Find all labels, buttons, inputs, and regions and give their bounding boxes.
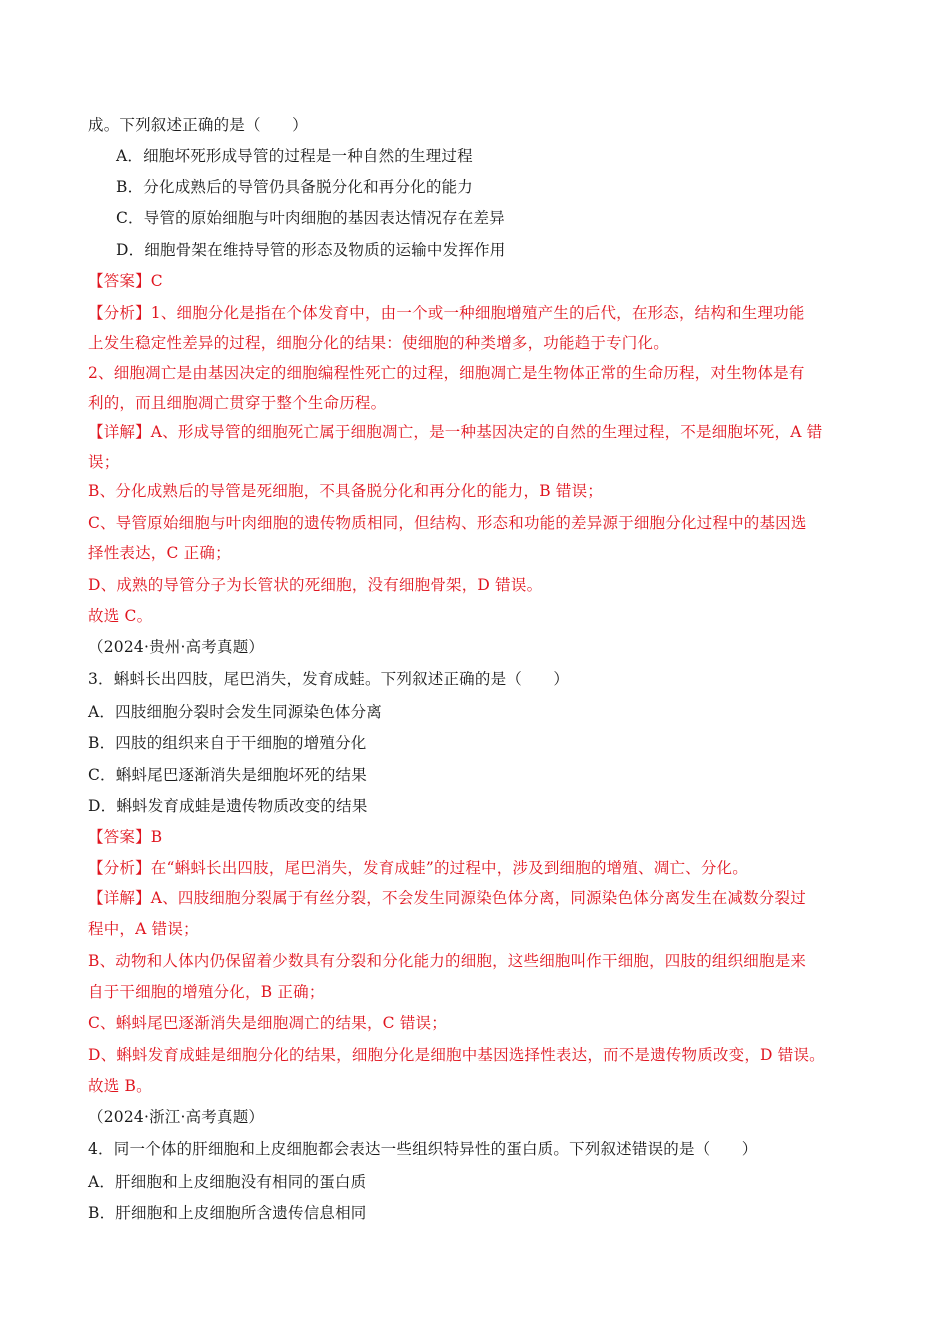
q3-option-a: A．四肢细胞分裂时会发生同源染色体分离 <box>88 703 382 721</box>
q2-conclusion: 故选 C。 <box>88 607 153 625</box>
q2-analysis-line: 【分析】1、细胞分化是指在个体发育中，由一个或一种细胞增殖产生的后代，在形态，结构和生理功能 <box>88 304 805 322</box>
q2-option-c: C．导管的原始细胞与叶肉细胞的基因表达情况存在差异 <box>116 209 505 227</box>
q4-stem: 4．同一个体的肝细胞和上皮细胞都会表达一些组织特异性的蛋白质。下列叙述错误的是（ ） <box>88 1140 758 1158</box>
q2-stem-tail: 成。下列叙述正确的是（ ） <box>88 116 308 134</box>
q2-detail-line: 误； <box>88 453 120 471</box>
q3-detail-line: 自于干细胞的增殖分化，B 正确； <box>88 983 325 1001</box>
q2-option-a: A．细胞坏死形成导管的过程是一种自然的生理过程 <box>116 147 473 165</box>
q2-detail-line: 择性表达，C 正确； <box>88 544 231 562</box>
q2-analysis-line: 2、细胞凋亡是由基因决定的细胞编程性死亡的过程，细胞凋亡是生物体正常的生命历程，对生物体是有 <box>88 364 805 382</box>
q3-conclusion: 故选 B。 <box>88 1077 152 1095</box>
q2-detail-line: B、分化成熟后的导管是死细胞，不具备脱分化和再分化的能力，B 错误； <box>88 482 604 500</box>
q3-answer: 【答案】B <box>88 828 163 846</box>
q2-option-d: D．细胞骨架在维持导管的形态及物质的运输中发挥作用 <box>116 241 506 259</box>
q3-option-c: C．蝌蚪尾巴逐渐消失是细胞坏死的结果 <box>88 766 367 784</box>
q2-detail-line: C、导管原始细胞与叶肉细胞的遗传物质相同，但结构、形态和功能的差异源于细胞分化过程中的基因选 <box>88 514 807 532</box>
q4-option-b: B．肝细胞和上皮细胞所含遗传信息相同 <box>88 1204 367 1222</box>
q2-detail-line: 【详解】A、形成导管的细胞死亡属于细胞凋亡，是一种基因决定的自然的生理过程，不是细胞坏死，A 错 <box>88 423 823 441</box>
q3-option-d: D．蝌蚪发育成蛙是遗传物质改变的结果 <box>88 797 368 815</box>
q4-option-a: A．肝细胞和上皮细胞没有相同的蛋白质 <box>88 1173 367 1191</box>
q3-detail-line: C、蝌蚪尾巴逐渐消失是细胞凋亡的结果，C 错误； <box>88 1014 447 1032</box>
q3-option-b: B．四肢的组织来自于干细胞的增殖分化 <box>88 734 367 752</box>
q2-option-b: B．分化成熟后的导管仍具备脱分化和再分化的能力 <box>116 178 473 196</box>
q2-answer: 【答案】C <box>88 272 163 290</box>
q3-analysis-line: 【分析】在“蝌蚪长出四肢，尾巴消失，发育成蛙”的过程中，涉及到细胞的增殖、凋亡、分化。 <box>88 859 748 877</box>
q2-detail-line: D、成熟的导管分子为长管状的死细胞，没有细胞骨架，D 错误。 <box>88 576 543 594</box>
q3-stem: 3．蝌蚪长出四肢，尾巴消失，发育成蛙。下列叙述正确的是（ ） <box>88 670 570 688</box>
q3-source: （2024·贵州·高考真题） <box>88 638 265 656</box>
q3-detail-line: 程中，A 错误； <box>88 920 199 938</box>
q2-analysis-line: 利的，而且细胞凋亡贯穿于整个生命历程。 <box>88 394 387 412</box>
q4-source: （2024·浙江·高考真题） <box>88 1108 265 1126</box>
q2-analysis-line: 上发生稳定性差异的过程，细胞分化的结果：使细胞的种类增多，功能趋于专门化。 <box>88 334 669 352</box>
q3-detail-line: D、蝌蚪发育成蛙是细胞分化的结果，细胞分化是细胞中基因选择性表达，而不是遗传物质改变，D 错误。 <box>88 1046 825 1064</box>
q3-detail-line: B、动物和人体内仍保留着少数具有分裂和分化能力的细胞，这些细胞叫作干细胞，四肢的组织细胞是来 <box>88 952 807 970</box>
q3-detail-line: 【详解】A、四肢细胞分裂属于有丝分裂，不会发生同源染色体分离，同源染色体分离发生在减数分裂过 <box>88 889 806 907</box>
